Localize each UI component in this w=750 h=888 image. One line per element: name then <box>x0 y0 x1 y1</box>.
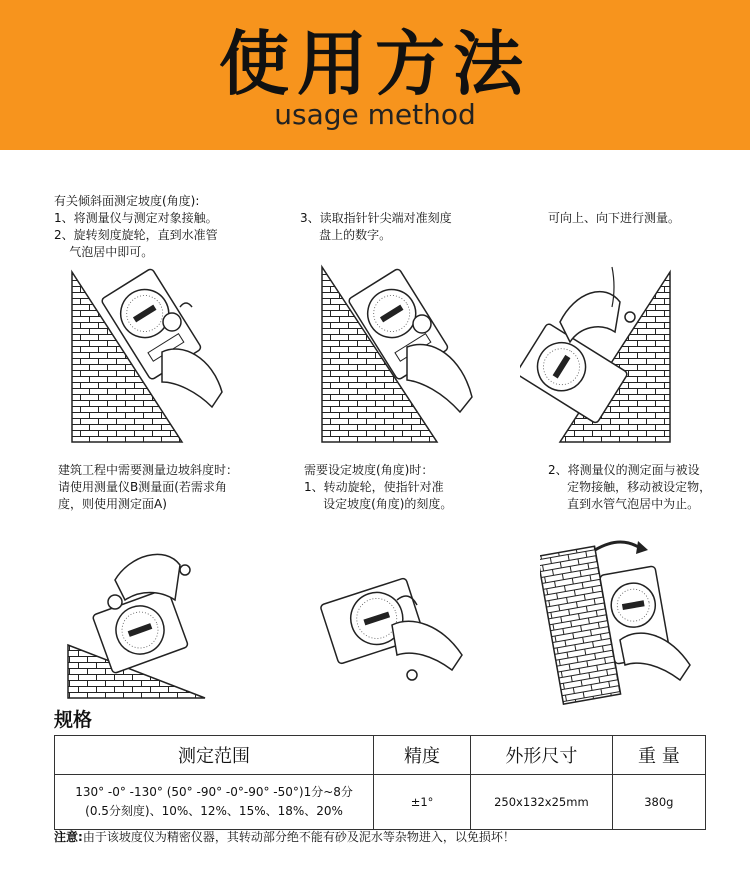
spec-dimensions-value: 250x132x25mm <box>471 775 613 830</box>
spec-table <box>54 735 706 830</box>
step-text-5: 需要设定坡度(角度)时： 1、转动旋轮，使指针对准 设定坡度(角度)的刻度。 <box>304 463 453 511</box>
step-text-2: 3、读取指针针尖端对准刻度 盘上的数字。 <box>300 211 452 242</box>
brick-wall-overhead-measure-icon <box>520 262 690 447</box>
spec-header-precision: 精度 <box>374 736 471 775</box>
spec-header-dimensions: 外形尺寸 <box>471 736 613 775</box>
spec-range-cell <box>55 775 374 830</box>
spec-title: 规格 <box>54 709 93 731</box>
page-subtitle: usage method <box>274 98 476 131</box>
note <box>54 828 515 845</box>
brick-wall-rotate-icon <box>540 530 700 705</box>
note-text: 由于该坡度仪为精密仪器，其转动部分绝不能有砂及泥水等杂物进入，以免损坏！ <box>82 830 515 844</box>
note-label: 注意: <box>54 830 83 844</box>
spec-header-range: 测定范围 <box>55 736 374 775</box>
brick-wall-slope-measure-icon <box>62 262 232 447</box>
angle-finder-set-dial-icon <box>312 560 472 700</box>
spec-header-weight: 重 量 <box>612 736 705 775</box>
brick-wall-slope-read-icon <box>312 262 482 447</box>
step-text-6: 2、将测量仪的测定面与被设 定物接触，移动被设定物， 直到水管气泡居中为止。 <box>548 463 712 511</box>
page-title: 使用方法 <box>219 23 531 105</box>
spec-range-line-2: (0.5分刻度)、10%、12%、15%、18%、20% <box>85 804 343 818</box>
spec-precision-value: ±1° <box>374 775 471 830</box>
spec-range-line-1: 130° -0° -130° (50° -90° -0°-90° -50°)1分~8分 <box>75 785 353 799</box>
step-text-1: 有关倾斜面测定坡度(角度): 1、将测量仪与测定对象接触。 2、旋转刻度旋轮，直到水准管 气泡居中即可。 <box>54 194 218 259</box>
step-text-4: 建筑工程中需要测量边坡斜度时： 请使用测量仪B测量面(若需求角 度，则使用测定面A) <box>58 463 239 511</box>
step-text-3: 可向上、向下进行测量。 <box>548 211 681 225</box>
brick-ground-slope-icon <box>60 530 235 705</box>
spec-weight-value: 380g <box>612 775 705 830</box>
header-banner <box>0 0 750 150</box>
